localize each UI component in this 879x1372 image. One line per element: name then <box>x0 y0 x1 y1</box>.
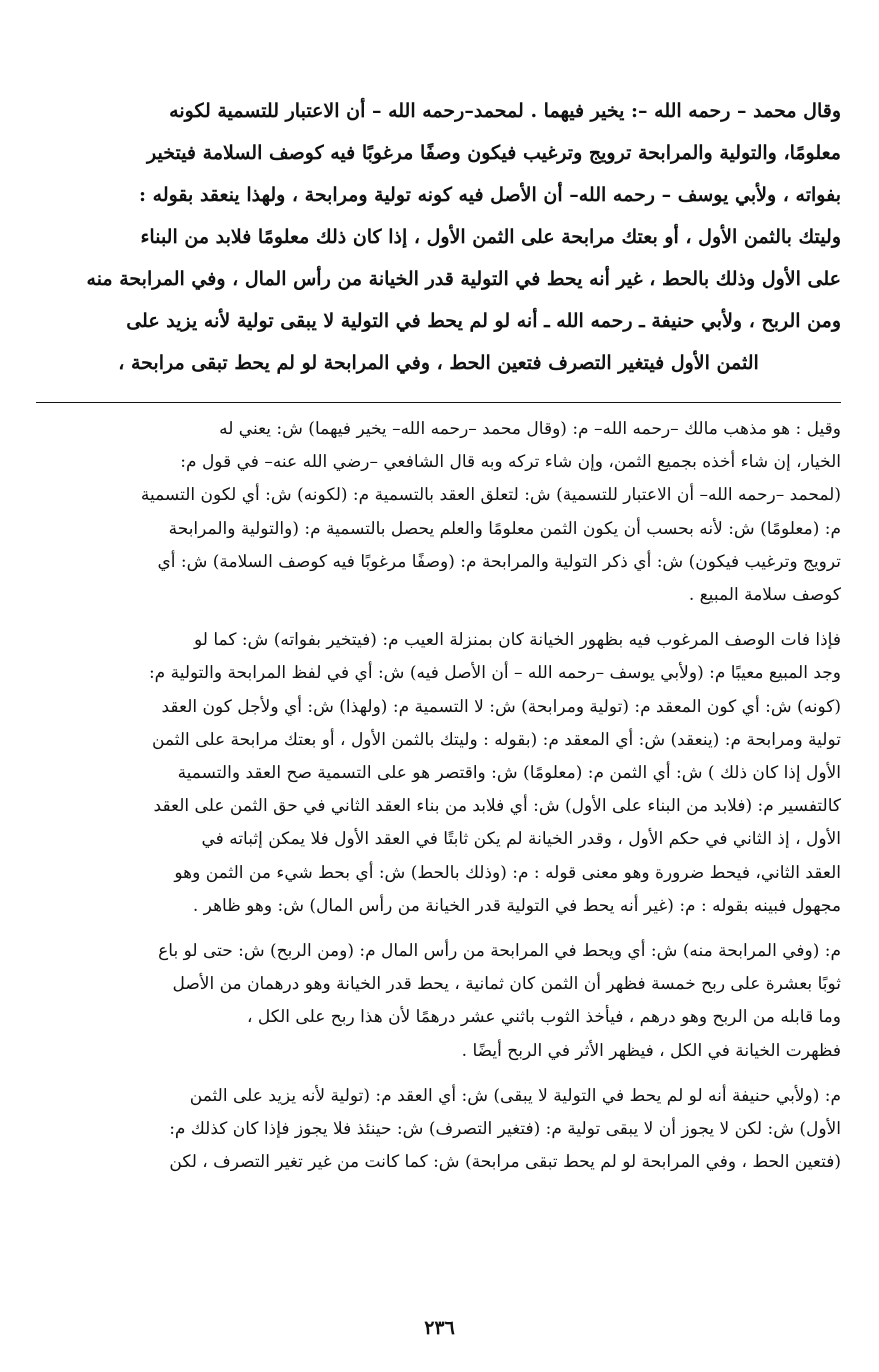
commentary-line: فإذا فات الوصف المرغوب فيه بظهور الخيانة كان بمنزلة العيب م: (فيتخير بفواته) ش: كما لو <box>193 630 841 651</box>
main-text-line: معلومًا، والتولية والمرابحة ترويج وترغيب فيكون وصفًا مرغوبًا فيه كوصف السلامة فيتخير <box>146 142 841 164</box>
commentary-line: وقيل : هو مذهب مالك –رحمه الله– م: (وقال محمد –رحمه الله– يخير فيهما) ش: يعني له <box>219 419 841 439</box>
commentary-line: ثوبًا بعشرة على ربح خمسة فظهر أن الثمن كان ثمانية ، يحط قدر الخيانة وهو درهمان من الأصل <box>172 974 841 995</box>
main-text <box>36 90 841 384</box>
main-text-line: ومن الربح ، ولأبي حنيفة ـ رحمه الله ـ أنه لو لم يحط في التولية لا يبقى تولية لأنه يزيد على <box>126 310 841 332</box>
main-text-line: وليتك بالثمن الأول ، أو بعتك مرابحة على الثمن الأول ، إذا كان ذلك معلومًا فلابد من البناء <box>140 226 841 248</box>
main-text-line: وقال محمد – رحمه الله –: يخير فيهما . لمحمد–رحمه الله – أن الاعتبار للتسمية لكونه <box>169 100 841 122</box>
commentary-line: ترويج وترغيب فيكون) ش: أي ذكر التولية والمرابحة م: (وصفًا مرغوبًا فيه كوصف السلامة) ش: أي <box>157 551 841 572</box>
main-text-line: بفواته ، ولأبي يوسف – رحمه الله– أن الأصل فيه كونه تولية ومرابحة ، ولهذا ينعقد بقوله : <box>139 184 841 206</box>
commentary-line: مجهول فبينه بقوله : م: (غير أنه يحط في التولية قدر الخيانة من رأس المال) ش: وهو ظاهر . <box>192 895 841 916</box>
commentary-line: كوصف سلامة المبيع . <box>688 585 841 606</box>
commentary-line: م: (ولأبي حنيفة أنه لو لم يحط في التولية لا يبقى) ش: أي العقد م: (تولية لأنه يزيد على الثمن <box>189 1085 841 1106</box>
page-number: ٢٣٦ <box>424 1317 455 1339</box>
commentary-line: الأول) ش: لكن لا يجوز أن لا يبقى تولية م: (فتغير التصرف) ش: حينئذ فلا يجوز فإذا كان كذلك م: <box>169 1119 841 1140</box>
commentary-line: (لمحمد –رحمه الله– أن الاعتبار للتسمية) ش: لتعلق العقد بالتسمية م: (لكونه) ش: أي لكون التسمية <box>140 485 841 506</box>
commentary-line: م: (وفي المرابحة منه) ش: أي ويحط في المرابحة من رأس المال م: (ومن الربح) ش: حتى لو باع <box>158 941 841 962</box>
commentary-line: تولية ومرابحة م: (ينعقد) ش: أي المعقد م: (بقوله : وليتك بالثمن الأول ، أو بعتك مرابحة على الثمن <box>151 729 841 750</box>
commentary-line: وجد المبيع معيبًا م: (ولأبي يوسف –رحمه الله – أن الأصل فيه) ش: أي في لفظ المرابحة والتولية م: <box>148 663 841 684</box>
commentary-line: (فتعين الحط ، وفي المرابحة لو لم يحط تبقى مرابحة) ش: كما كانت من غير تغير التصرف ، لكن <box>169 1152 841 1173</box>
commentary-line: (كونه) ش: أي كون المعقد م: (تولية ومرابحة) ش: لا التسمية م: (ولهذا) ش: أي ولأجل كون العقد <box>161 696 841 717</box>
commentary <box>36 413 841 1179</box>
commentary-line: الخيار، إن شاء أخذه بجميع الثمن، وإن شاء تركه وبه قال الشافعي –رضي الله عنه– في قول م: <box>180 452 841 473</box>
commentary-line: الأول إذا كان ذلك ) ش: أي الثمن م: (معلومًا) ش: واقتصر هو على التسمية صح العقد والتسمية <box>177 763 841 784</box>
main-text-line: الثمن الأول فيتغير التصرف فتعين الحط ، وفي المرابحة لو لم يحط تبقى مرابحة ، <box>118 352 759 374</box>
commentary-line: م: (معلومًا) ش: لأنه بحسب أن يكون الثمن معلومًا والعلم يحصل بالتسمية م: (والتولية والمرابحة <box>168 518 841 539</box>
commentary-line: الأول ، إذ الثاني في حكم الأول ، وقدر الخيانة لم يكن ثابتًا في العقد الأول فلا يمكن إثباته في <box>201 829 841 850</box>
commentary-line: كالتفسير م: (فلابد من البناء على الأول) ش: أي فلابد من بناء العقد الثاني في حق الثمن على العقد <box>153 796 841 817</box>
separator-rule <box>36 402 841 403</box>
commentary-line: وما قابله من الربح وهو درهم ، فيأخذ الثوب باثني عشر درهمًا لأن هذا ربح على الكل ، <box>246 1007 841 1028</box>
commentary-line: العقد الثاني، فيحط ضرورة وهو معنى قوله : م: (وذلك بالحط) ش: أي بحط شيء من الثمن وهو <box>174 862 841 883</box>
commentary-line: فظهرت الخيانة في الكل ، فيظهر الأثر في الربح أيضًا . <box>461 1040 841 1061</box>
main-text-line: على الأول وذلك بالحط ، غير أنه يحط في التولية قدر الخيانة من رأس المال ، وفي المرابحة منه <box>86 268 841 290</box>
